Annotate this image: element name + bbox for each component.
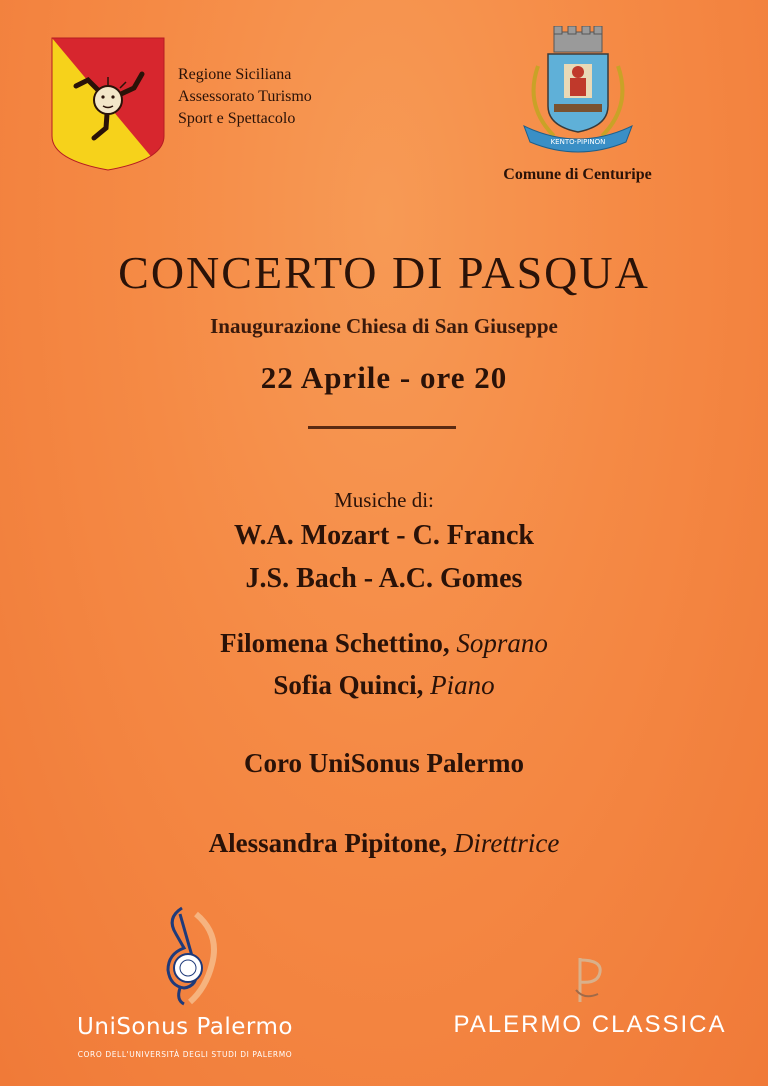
crest-motto: KENTO·PIPINON bbox=[550, 138, 606, 146]
director-name: Alessandra Pipitone, bbox=[208, 828, 448, 858]
sicily-region-logo bbox=[50, 36, 166, 172]
composers-line-2: J.S. Bach - A.C. Gomes bbox=[245, 563, 523, 594]
comune-name: Comune di Centuripe bbox=[503, 166, 652, 183]
region-line-1: Regione Siciliana bbox=[178, 66, 292, 83]
palermo-classica-logo bbox=[570, 954, 610, 1006]
unisonus-subtitle: CORO DELL'UNIVERSITÀ DEGLI STUDI DI PALERMO bbox=[77, 1050, 293, 1059]
divider bbox=[308, 426, 456, 429]
performer-name: Filomena Schettino, bbox=[220, 628, 450, 658]
region-line-2: Assessorato Turismo bbox=[178, 88, 312, 105]
palermo-classica-name: PALERMO CLASSICA bbox=[453, 1011, 727, 1038]
unisonus-logo bbox=[146, 904, 222, 1008]
concert-title: CONCERTO DI PASQUA bbox=[118, 247, 650, 298]
concert-date: 22 Aprile - ore 20 bbox=[260, 360, 508, 395]
region-line-3: Sport e Spettacolo bbox=[178, 110, 296, 127]
director bbox=[0, 828, 768, 859]
concert-subtitle: Inaugurazione Chiesa di San Giuseppe bbox=[210, 314, 558, 338]
performer-piano bbox=[0, 670, 768, 701]
director-role: Direttrice bbox=[453, 828, 560, 858]
region-text bbox=[178, 64, 312, 130]
musiche-label: Musiche di: bbox=[334, 488, 434, 512]
centuripe-crest-logo bbox=[514, 26, 642, 160]
unisonus-name: UniSonus Palermo bbox=[77, 1014, 293, 1040]
performer-role: Soprano bbox=[456, 628, 548, 658]
composers-line-1: W.A. Mozart - C. Franck bbox=[234, 520, 534, 551]
choir-name: Coro UniSonus Palermo bbox=[243, 748, 525, 778]
performer-name: Sofia Quinci, bbox=[273, 670, 424, 700]
performer-soprano bbox=[0, 628, 768, 659]
performer-role: Piano bbox=[430, 670, 495, 700]
